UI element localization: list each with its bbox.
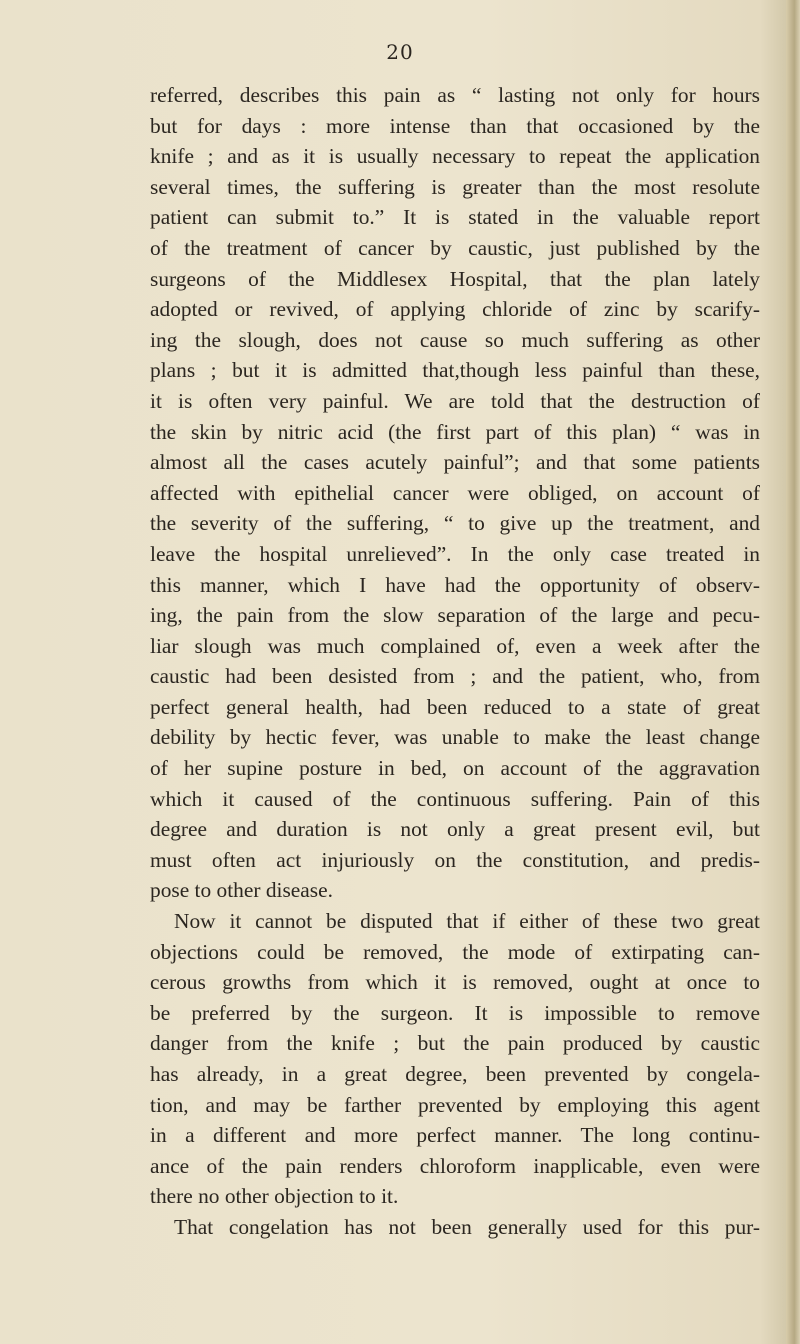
- text-line: it is often very painful. We are told that the destruction of: [150, 388, 760, 413]
- text-line: of her supine posture in bed, on account of the aggravation: [150, 756, 760, 781]
- text-line: of the treatment of cancer by caustic, just published by the: [150, 235, 760, 260]
- text-line: debility by hectic fever, was unable to make the least change: [150, 725, 760, 750]
- text-line: the severity of the suffering, “ to give up the treatment, and: [150, 511, 760, 536]
- text-line: the skin by nitric acid (the first part of this plan) “ was in: [150, 419, 760, 444]
- text-line: Now it cannot be disputed that if either of these two great: [174, 909, 760, 934]
- text-line: surgeons of the Middlesex Hospital, that the plan lately: [150, 266, 760, 291]
- text-line: which it caused of the continuous suffering. Pain of this: [150, 786, 760, 811]
- text-line: plans ; but it is admitted that,though less painful than these,: [150, 358, 760, 383]
- text-line: knife ; and as it is usually necessary to repeat the application: [150, 144, 760, 169]
- text-line: be preferred by the surgeon. It is impossible to remove: [150, 1000, 760, 1025]
- text-line: pose to other disease.: [150, 878, 333, 903]
- text-line: ing the slough, does not cause so much suffering as other: [150, 327, 760, 352]
- text-line: tion, and may be farther prevented by employing this agent: [150, 1092, 760, 1117]
- text-line: must often act injuriously on the constitution, and predis-: [150, 847, 760, 872]
- text-line: affected with epithelial cancer were obliged, on account of: [150, 480, 760, 505]
- text-line: ing, the pain from the slow separation of the large and pecu-: [150, 603, 760, 628]
- text-line: caustic had been desisted from ; and the patient, who, from: [150, 664, 760, 689]
- text-line: danger from the knife ; but the pain produced by caustic: [150, 1031, 760, 1056]
- text-line: liar slough was much complained of, even a week after the: [150, 633, 760, 658]
- text-line: objections could be removed, the mode of extirpating can-: [150, 939, 760, 964]
- text-line: ance of the pain renders chloroform inapplicable, even were: [150, 1153, 760, 1178]
- page-edge: [786, 0, 800, 1344]
- text-line: patient can submit to.” It is stated in the valuable report: [150, 205, 760, 230]
- text-line: referred, describes this pain as “ lasting not only for hours: [150, 83, 760, 107]
- text-line: cerous growths from which it is removed, ought at once to: [150, 970, 760, 995]
- page-number: 20: [386, 40, 414, 64]
- text-line: several times, the suffering is greater than the most resolute: [150, 174, 760, 199]
- text-line: this manner, which I have had the opportunity of observ-: [150, 572, 760, 597]
- text-line: perfect general health, had been reduced to a state of great: [150, 694, 760, 719]
- text-line: there no other objection to it.: [150, 1184, 399, 1209]
- text-line: in a different and more perfect manner. The long continu-: [150, 1123, 760, 1148]
- text-line: leave the hospital unrelieved”. In the only case treated in: [150, 541, 760, 566]
- text-line: but for days : more intense than that occasioned by the: [150, 113, 760, 138]
- text-line: That congelation has not been generally used for this pur-: [174, 1214, 760, 1239]
- text-line: degree and duration is not only a great present evil, but: [150, 817, 760, 842]
- text-line: almost all the cases acutely painful”; and that some patients: [150, 450, 760, 475]
- text-line: has already, in a great degree, been prevented by congela-: [150, 1062, 760, 1086]
- body-text: [150, 80, 760, 1243]
- text-line: adopted or revived, of applying chloride of zinc by scarify-: [150, 297, 760, 322]
